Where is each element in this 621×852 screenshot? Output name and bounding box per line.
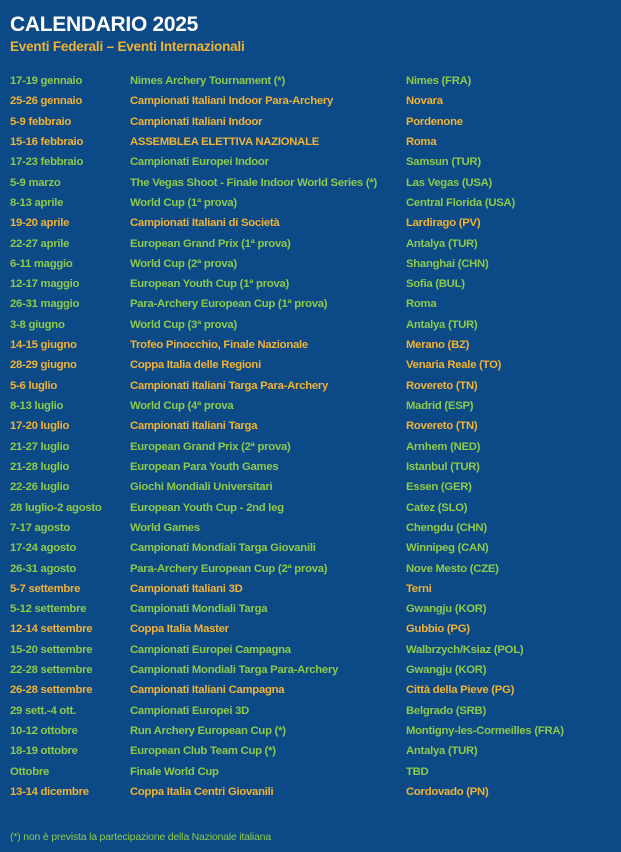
event-place: Samsun (TUR) xyxy=(406,156,481,169)
event-date: 22-27 aprile xyxy=(10,237,70,250)
event-name: European Para Youth Games xyxy=(130,460,279,473)
event-place: Antalya (TUR) xyxy=(406,745,478,758)
event-date: Ottobre xyxy=(10,765,50,778)
event-date: 6-11 maggio xyxy=(10,257,73,270)
page-title: CALENDARIO 2025 xyxy=(10,13,199,36)
event-place: Gwangju (KOR) xyxy=(406,603,487,616)
event-place: Shanghai (CHN) xyxy=(406,257,489,270)
event-date: 8-13 luglio xyxy=(10,400,64,412)
event-name: ASSEMBLEA ELETTIVA NAZIONALE xyxy=(130,135,320,148)
event-place: Gwangju (KOR) xyxy=(406,664,487,677)
event-name: European Grand Prix (1ª prova) xyxy=(130,237,291,250)
event-date: 28-29 giugno xyxy=(10,359,77,372)
event-place: Rovereto (TN) xyxy=(406,379,478,392)
event-date: 8-13 aprile xyxy=(10,196,64,209)
event-place: Winnipeg (CAN) xyxy=(406,542,489,555)
page-subtitle: Eventi Federali – Eventi Internazionali xyxy=(10,39,245,54)
event-date: 26-31 agosto xyxy=(10,562,77,575)
event-date: 12-14 settembre xyxy=(10,623,93,636)
event-name: Campionati Mondiali Targa Para-Archery xyxy=(130,664,339,677)
event-date: 19-20 aprile xyxy=(10,217,70,230)
event-date: 26-31 maggio xyxy=(10,298,80,311)
event-name: Run Archery European Cup (*) xyxy=(130,725,286,737)
event-row xyxy=(10,213,615,233)
event-place: Nove Mesto (CZE) xyxy=(406,562,499,575)
event-date: 17-24 agosto xyxy=(10,542,77,555)
event-row xyxy=(10,660,615,680)
event-date: 21-28 luglio xyxy=(10,460,70,473)
event-date: 18-19 ottobre xyxy=(10,745,78,758)
event-name: Campionati Mondiali Targa Giovanili xyxy=(130,542,316,555)
event-date: 25-26 gennaio xyxy=(10,95,83,108)
event-date: 10-12 ottobre xyxy=(10,725,78,737)
event-name: Para-Archery European Cup (1ª prova) xyxy=(130,298,328,311)
event-row xyxy=(10,152,615,172)
event-place: Essen (GER) xyxy=(406,481,472,494)
event-row xyxy=(10,701,615,721)
event-date: 21-27 luglio xyxy=(10,440,70,453)
event-name: Finale World Cup xyxy=(130,765,219,778)
event-place: Sofia (BUL) xyxy=(406,278,465,291)
event-row xyxy=(10,355,615,375)
event-name: Coppa Italia delle Regioni xyxy=(130,359,261,372)
event-date: 13-14 dicembre xyxy=(10,785,89,798)
event-date: 15-20 settembre xyxy=(10,643,93,656)
event-row xyxy=(10,518,615,538)
event-name: Coppa Italia Master xyxy=(130,623,229,636)
event-name: Nimes Archery Tournament (*) xyxy=(130,75,285,87)
event-row xyxy=(10,599,615,619)
event-place: Antalya (TUR) xyxy=(406,318,478,331)
event-name: Campionati Mondiali Targa xyxy=(130,603,268,616)
event-place: Central Florida (USA) xyxy=(406,196,515,209)
event-date: 5-12 settembre xyxy=(10,603,87,616)
event-row xyxy=(10,559,615,579)
event-date: 22-26 luglio xyxy=(10,481,70,494)
event-row xyxy=(10,376,615,396)
event-row xyxy=(10,335,615,355)
event-name: Campionati Europei Campagna xyxy=(130,643,291,656)
event-name: Campionati Europei 3D xyxy=(130,704,250,717)
event-place: Las Vegas (USA) xyxy=(406,176,493,189)
event-row xyxy=(10,416,615,436)
event-place: Montigny-les-Cormeilles (FRA) xyxy=(406,725,564,737)
event-date: 3-8 giugno xyxy=(10,318,65,331)
events-list xyxy=(10,71,615,802)
event-place: Cordovado (PN) xyxy=(406,785,489,798)
event-row xyxy=(10,315,615,335)
event-row xyxy=(10,91,615,111)
event-place: Rovereto (TN) xyxy=(406,420,478,433)
event-name: Trofeo Pinocchio, Finale Nazionale xyxy=(130,339,308,352)
event-place: Catez (SLO) xyxy=(406,501,468,514)
event-place: Pordenone xyxy=(406,115,463,128)
event-name: Para-Archery European Cup (2ª prova) xyxy=(130,562,328,575)
event-row xyxy=(10,71,615,91)
event-date: 12-17 maggio xyxy=(10,278,80,291)
event-row xyxy=(10,498,615,518)
event-row xyxy=(10,274,615,294)
event-place: Antalya (TUR) xyxy=(406,237,478,250)
event-date: 17-19 gennaio xyxy=(10,75,83,87)
event-place: TBD xyxy=(406,765,429,778)
event-date: 14-15 giugno xyxy=(10,339,77,352)
event-name: European Club Team Cup (*) xyxy=(130,745,276,758)
event-name: Coppa Italia Centri Giovanili xyxy=(130,785,274,798)
event-row xyxy=(10,254,615,274)
event-row xyxy=(10,538,615,558)
event-name: Campionati Italiani di Società xyxy=(130,217,280,230)
event-row xyxy=(10,437,615,457)
event-place: Istanbul (TUR) xyxy=(406,460,480,473)
event-row xyxy=(10,234,615,254)
event-row xyxy=(10,680,615,700)
event-row xyxy=(10,477,615,497)
event-row xyxy=(10,741,615,761)
event-row xyxy=(10,396,615,416)
event-name: Campionati Italiani Campagna xyxy=(130,684,285,697)
event-place: Lardirago (PV) xyxy=(406,217,481,230)
event-date: 5-7 settembre xyxy=(10,582,81,595)
event-row xyxy=(10,782,615,802)
event-row xyxy=(10,294,615,314)
event-row xyxy=(10,721,615,741)
event-date: 28 luglio-2 agosto xyxy=(10,501,102,514)
event-row xyxy=(10,619,615,639)
event-date: 5-9 marzo xyxy=(10,176,61,189)
event-date: 17-20 luglio xyxy=(10,420,70,433)
event-place: Roma xyxy=(406,298,437,311)
event-date: 5-6 luglio xyxy=(10,379,58,392)
event-name: Campionati Italiani Indoor xyxy=(130,115,263,128)
event-row xyxy=(10,193,615,213)
event-place: Roma xyxy=(406,135,437,148)
event-row xyxy=(10,173,615,193)
footnote: (*) non è prevista la partecipazione della Nazionale italiana xyxy=(10,831,271,843)
event-place: Novara xyxy=(406,95,443,108)
event-place: Terni xyxy=(406,582,432,595)
event-place: Gubbio (PG) xyxy=(406,623,470,636)
event-place: Merano (BZ) xyxy=(406,339,470,352)
event-place: Belgrado (SRB) xyxy=(406,704,486,717)
event-place: Arnhem (NED) xyxy=(406,440,481,453)
event-date: 7-17 agosto xyxy=(10,521,71,534)
event-date: 22-28 settembre xyxy=(10,664,93,677)
event-place: Venaria Reale (TO) xyxy=(406,359,502,372)
event-date: 17-23 febbraio xyxy=(10,156,84,169)
event-name: World Cup (4ª prova xyxy=(130,400,234,412)
event-name: World Cup (2ª prova) xyxy=(130,257,237,270)
event-name: The Vegas Shoot - Finale Indoor World Series (*) xyxy=(130,176,378,189)
event-name: European Grand Prix (2ª prova) xyxy=(130,440,291,453)
event-date: 29 sett.-4 ott. xyxy=(10,704,76,717)
event-row xyxy=(10,457,615,477)
event-row xyxy=(10,640,615,660)
event-name: World Cup (3ª prova) xyxy=(130,318,237,331)
event-row xyxy=(10,762,615,782)
event-name: Campionati Italiani Targa xyxy=(130,420,258,433)
event-place: Nimes (FRA) xyxy=(406,75,472,87)
event-name: European Youth Cup - 2nd leg xyxy=(130,501,284,514)
event-name: Campionati Europei Indoor xyxy=(130,156,269,169)
event-date: 26-28 settembre xyxy=(10,684,93,697)
event-date: 5-9 febbraio xyxy=(10,115,72,128)
event-name: World Cup (1ª prova) xyxy=(130,196,237,209)
event-name: Campionati Italiani Targa Para-Archery xyxy=(130,379,329,392)
event-name: World Games xyxy=(130,521,200,534)
event-row xyxy=(10,112,615,132)
event-place: Walbrzych/Ksiaz (POL) xyxy=(406,643,524,656)
event-place: Madrid (ESP) xyxy=(406,400,474,412)
event-date: 15-16 febbraio xyxy=(10,135,84,148)
event-row xyxy=(10,579,615,599)
event-name: Giochi Mondiali Universitari xyxy=(130,481,273,494)
event-name: Campionati Italiani 3D xyxy=(130,582,243,595)
event-name: Campionati Italiani Indoor Para-Archery xyxy=(130,95,334,108)
event-place: Città della Pieve (PG) xyxy=(406,684,515,697)
event-place: Chengdu (CHN) xyxy=(406,521,487,534)
event-name: European Youth Cup (1ª prova) xyxy=(130,278,290,291)
event-row xyxy=(10,132,615,152)
